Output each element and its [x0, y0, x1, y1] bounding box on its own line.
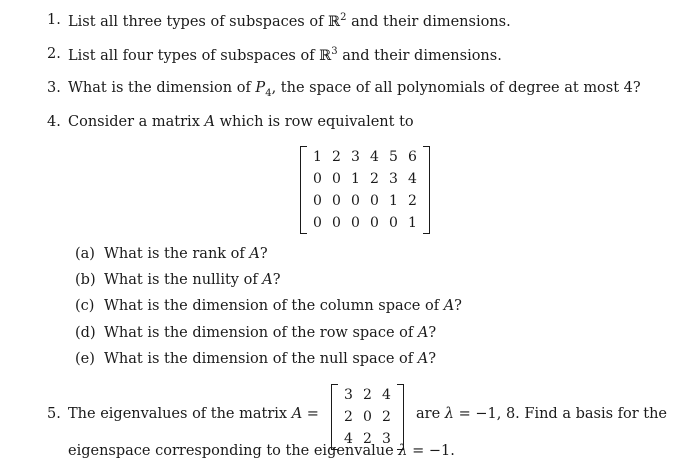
q2-post: and their dimensions. — [337, 47, 502, 64]
q1-exp: 2 — [340, 12, 347, 23]
matrix-cell: 2 — [408, 193, 417, 209]
q4-part-post: ? — [428, 325, 437, 341]
matrix-cell: 2 — [363, 387, 372, 403]
matrix-cell: 0 — [332, 193, 341, 209]
q3-post: , the space of all polynomials of degree at most 4? — [271, 80, 641, 96]
q1-set: ℝ — [328, 13, 341, 30]
q5-values: = −1, 8. Find a basis for the — [453, 406, 668, 422]
q2-exp: 3 — [331, 46, 338, 57]
matrix-cell: 5 — [389, 149, 398, 165]
q4-matrix-left-bracket — [300, 146, 307, 234]
q3-number: 3. — [47, 80, 61, 96]
matrix-cell: 0 — [370, 215, 379, 231]
matrix-cell: 3 — [344, 387, 353, 403]
matrix-cell: 0 — [332, 215, 341, 231]
q4-part-var: A — [417, 325, 429, 341]
q5-matrix — [331, 384, 404, 450]
matrix-cell: 0 — [313, 215, 322, 231]
q4-part-pre: What is the rank of — [104, 246, 250, 262]
q4-part-post: ? — [428, 351, 436, 367]
matrix-cell: 3 — [351, 149, 360, 165]
matrix-cell: 0 — [332, 171, 341, 187]
matrix-cell: 2 — [370, 171, 379, 187]
q4-part-label: (e) — [75, 351, 95, 367]
q4-matrix-right-bracket — [423, 146, 430, 234]
q4-part-text — [104, 246, 268, 262]
matrix-cell: 0 — [389, 215, 398, 231]
q4-part-label: (b) — [75, 272, 96, 288]
q4-part-text — [104, 272, 281, 288]
q1-text — [68, 12, 511, 30]
q4-matrix — [300, 146, 430, 234]
q5-mid: are — [416, 406, 445, 422]
q5-line2 — [68, 443, 455, 459]
q4-part-text — [104, 298, 462, 314]
q4-number: 4. — [47, 114, 61, 130]
q5-matrix-right-bracket — [397, 384, 404, 450]
q5-eq: = — [302, 406, 319, 422]
matrix-row — [308, 190, 422, 212]
matrix-cell: 1 — [313, 149, 322, 165]
matrix-cell: 0 — [363, 409, 372, 425]
matrix-row — [308, 212, 422, 234]
q2-text — [68, 46, 502, 64]
q3-var: P — [255, 80, 266, 96]
matrix-row — [339, 406, 396, 428]
matrix-row — [308, 146, 422, 168]
matrix-cell: 3 — [389, 171, 398, 187]
matrix-cell: 3 — [382, 431, 391, 447]
q4-part-label: (c) — [75, 298, 95, 314]
matrix-row — [339, 384, 396, 406]
q5-lambda: λ — [444, 406, 454, 422]
q5-line2-lambda: λ — [398, 443, 408, 459]
matrix-cell: 1 — [351, 171, 360, 187]
q4-pre: Consider a matrix — [68, 114, 205, 130]
matrix-cell: 2 — [363, 431, 372, 447]
q4-part-var: A — [262, 272, 273, 288]
matrix-cell: 0 — [351, 193, 360, 209]
q4-part-post: ? — [259, 246, 268, 262]
q2-number: 2. — [47, 46, 61, 62]
q4-part-label: (a) — [75, 246, 95, 262]
matrix-cell: 2 — [382, 409, 391, 425]
q5-line2-val: = −1. — [407, 443, 455, 459]
matrix-cell: 1 — [389, 193, 398, 209]
q4-post: which is row equivalent to — [214, 114, 414, 130]
matrix-cell: 1 — [408, 215, 417, 231]
q4-part-var: A — [443, 298, 455, 314]
q4-part-pre: What is the dimension of the row space of — [104, 325, 418, 341]
matrix-row — [308, 168, 422, 190]
matrix-cell: 6 — [408, 149, 417, 165]
q1-post: and their dimensions. — [346, 13, 511, 30]
matrix-cell: 2 — [332, 149, 341, 165]
matrix-cell: 0 — [370, 193, 379, 209]
q4-part-pre: What is the dimension of the null space of — [104, 351, 418, 367]
matrix-cell: 4 — [408, 171, 417, 187]
q2-set: ℝ — [319, 47, 332, 64]
matrix-cell: 4 — [370, 149, 379, 165]
q4-var: A — [204, 114, 215, 130]
q5-matrix-left-bracket — [331, 384, 338, 450]
matrix-cell: 4 — [382, 387, 391, 403]
q4-text — [68, 114, 414, 130]
q5-text — [68, 406, 319, 422]
q4-part-var: A — [249, 246, 260, 262]
q4-part-text — [104, 325, 436, 341]
q3-pre: What is the dimension of — [68, 80, 256, 96]
q1-pre: List all three types of subspaces of — [68, 13, 329, 30]
q4-part-label: (d) — [75, 325, 96, 341]
q5-text-continued — [416, 406, 667, 422]
matrix-cell: 0 — [351, 215, 360, 231]
q4-part-pre: What is the nullity of — [104, 272, 263, 288]
q5-pre: The eigenvalues of the matrix — [68, 406, 292, 422]
matrix-cell: 0 — [313, 171, 322, 187]
q1-number: 1. — [47, 12, 61, 28]
q3-text — [68, 80, 641, 99]
q5-line2-pre: eigenspace corresponding to the eigenvalue — [68, 443, 399, 459]
q4-part-post: ? — [454, 298, 462, 314]
matrix-cell: 4 — [344, 431, 353, 447]
matrix-cell: 2 — [344, 409, 353, 425]
q4-part-text — [104, 351, 436, 367]
q4-part-post: ? — [272, 272, 281, 288]
q4-part-pre: What is the dimension of the column space of — [104, 298, 444, 314]
q2-pre: List all four types of subspaces of — [68, 47, 320, 64]
q4-part-var: A — [417, 351, 429, 367]
matrix-cell: 0 — [313, 193, 322, 209]
q5-var: A — [291, 406, 303, 422]
q5-number: 5. — [47, 406, 61, 422]
q3-sub: 4 — [265, 87, 272, 99]
